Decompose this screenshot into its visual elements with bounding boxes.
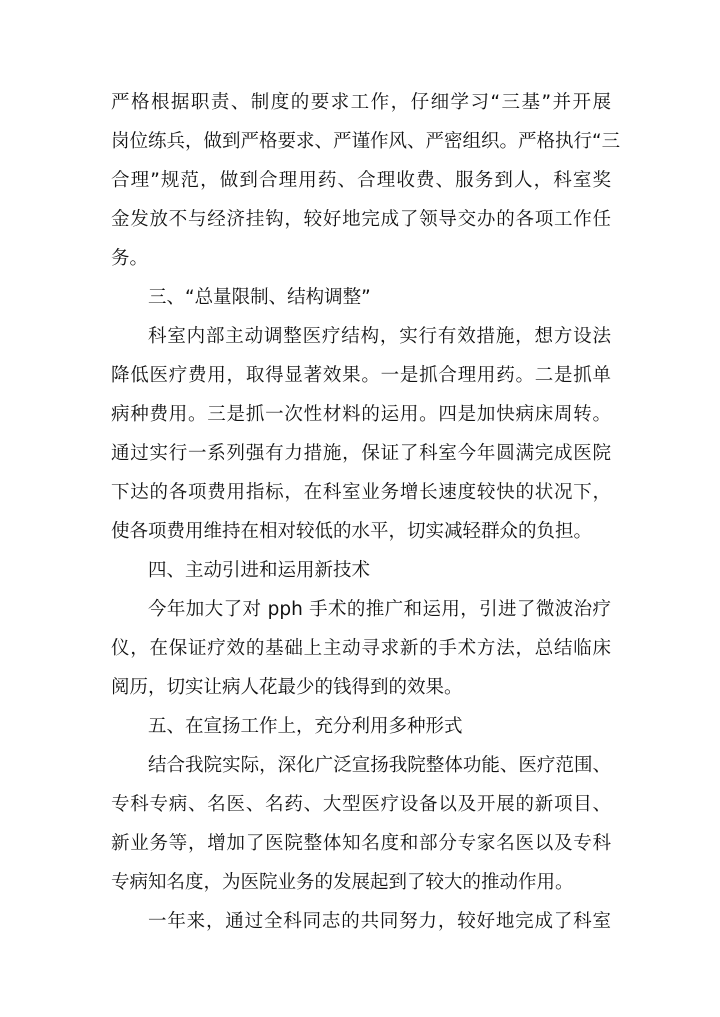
text-line: 金发放不与经济挂钩，较好地完成了领导交办的各项工作任 [111,209,611,230]
text-line: 今年加大了对 pph 手术的推广和运用，引进了微波治疗 [148,599,611,620]
text-line: 严格根据职责、制度的要求工作，仔细学习“三基”并开展 [111,92,611,113]
text-line: 降低医疗费用，取得显著效果。一是抓合理用药。二是抓单 [111,365,611,386]
text-line: 仪，在保证疗效的基础上主动寻求新的手术方法，总结临床 [111,638,611,659]
text-line: 科室内部主动调整医疗结构，实行有效措施，想方设法 [148,326,611,347]
text-line: 新业务等，增加了医院整体知名度和部分专家名医以及专科 [111,833,611,854]
section-heading: 四、主动引进和运用新技术 [148,560,371,581]
text-line: 使各项费用维持在相对较低的水平，切实减轻群众的负担。 [111,521,593,542]
section-heading: 三、“总量限制、结构调整” [148,287,371,308]
text-line: 通过实行一系列强有力措施，保证了科室今年圆满完成医院 [111,443,611,464]
text-line: 务。 [111,248,149,269]
text-line: 专科专病、名医、名药、大型医疗设备以及开展的新项目、 [111,794,611,815]
text-line: 岗位练兵，做到严格要求、严谨作风、严密组织。严格执行“三 [111,131,621,152]
text-line: 阅历，切实让病人花最少的钱得到的效果。 [111,677,463,698]
text-line: 下达的各项费用指标，在科室业务增长速度较快的状况下， [111,482,611,503]
text-line: 病种费用。三是抓一次性材料的运用。四是加快病床周转。 [111,404,611,425]
section-heading: 五、在宣扬工作上，充分利用多种形式 [148,716,463,737]
text-line: 合理”规范，做到合理用药、合理收费、服务到人，科室奖 [111,170,611,191]
text-line: 结合我院实际，深化广泛宣扬我院整体功能、医疗范围、 [148,755,611,776]
text-line: 一年来，通过全科同志的共同努力，较好地完成了科室 [148,911,611,932]
text-line: 专病知名度，为医院业务的发展起到了较大的推动作用。 [111,872,574,893]
